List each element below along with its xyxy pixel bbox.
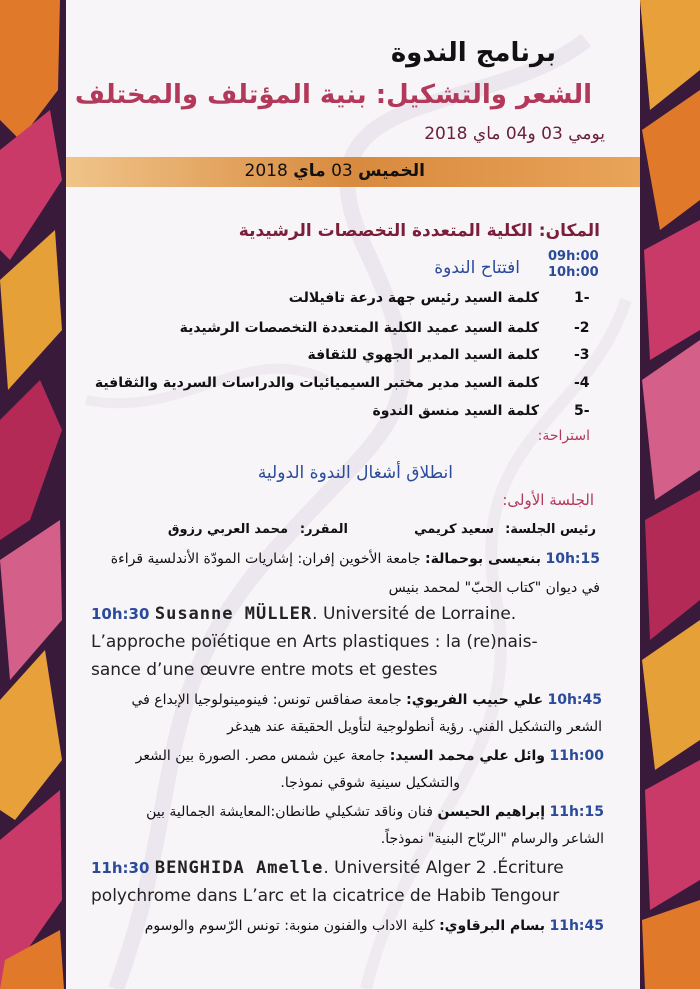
talk-time: 10h:15 <box>545 551 600 567</box>
talk-line: الشعر والتشكيل الفني. رؤية أنطولوجية لتأويل الحقيقة عند هيدغر <box>227 719 602 735</box>
opening-item-text: كلمة السيد عميد الكلية المتعددة التخصصات الرشيدية <box>179 320 539 336</box>
opening-item-number: 1- <box>574 290 590 306</box>
talk-speaker: Susanne MÜLLER <box>154 604 313 624</box>
opening-item-text: كلمة السيد المدير الجهوي للثقافة <box>307 347 539 363</box>
day-label: الخميس <box>358 161 425 181</box>
talk-speaker: إبراهيم الحيسن <box>437 804 546 820</box>
talk-speaker: بنعيسى بوحمالة: <box>425 551 542 567</box>
talk-time: 11h:00 <box>549 748 604 764</box>
conference-subtitle: الشعر والتشكيل: بنية المؤتلف والمختلف <box>74 80 592 110</box>
launch-title: انطلاق أشغال الندوة الدولية <box>257 463 453 483</box>
conference-dates: يومي 03 و04 ماي 2018 <box>424 124 605 144</box>
reporter-label: المقرر: <box>299 522 348 537</box>
talk-time: 11h:30 <box>91 859 150 877</box>
opening-item-number: -4 <box>574 375 590 391</box>
opening-time-start: 09h:00 <box>548 249 599 264</box>
opening-item-number: -3 <box>574 347 590 363</box>
talk-line: L’approche poïétique en Arts plastiques : la (re)nais- <box>91 632 538 652</box>
talk-line: والتشكيل سينية شوقي نموذجا. <box>280 775 460 791</box>
talk-line: في ديوان "كتاب الحبّ" لمحمد بنيس <box>388 580 600 596</box>
talk-text: جامعة صفاقس تونس: فينومينولوجيا الإبداع في <box>131 692 402 708</box>
session-title: الجلسة الأولى: <box>502 491 594 509</box>
talk-line <box>145 918 604 934</box>
talk-time: 11h:45 <box>549 918 604 934</box>
talk-line <box>146 804 604 820</box>
talk-text: كلية الاداب والفنون منوبة: تونس الرّسوم والوسوم <box>144 918 435 934</box>
talk-time: 10h:45 <box>547 692 602 708</box>
talk-speaker: BENGHIDA Amelle <box>154 858 324 878</box>
opening-time-end: 10h:00 <box>548 265 599 280</box>
opening-item-text: كلمة السيد مدير مختبر السيميائيات والدراسات السردية والثقافية <box>94 375 539 391</box>
break-label: استراحة: <box>537 428 590 444</box>
talk-text: . Université de Lorraine. <box>312 604 517 624</box>
talk-line <box>132 692 603 708</box>
day-year: 2018 <box>244 161 288 181</box>
talk-text: جامعة عين شمس مصر. الصورة بين الشعر <box>135 748 386 764</box>
page-title: برنامج الندوة <box>390 38 556 68</box>
talk-text: . Université Alger 2 .Écriture <box>323 858 564 878</box>
talk-line: sance d’une œuvre entre mots et gestes <box>91 660 438 680</box>
opening-item-text: كلمة السيد رئيس جهة درعة تافيلالت <box>288 290 539 306</box>
talk-line: polychrome dans L’arc et la cicatrice de Habib Tengour <box>91 886 560 906</box>
talk-line: الشاعر والرسام "الريّاح البنية" نموذجاً. <box>380 831 604 847</box>
opening-item-text: كلمة السيد منسق الندوة <box>372 403 539 419</box>
talk-speaker: علي حبيب الفريوي: <box>406 692 544 708</box>
day-header <box>245 161 425 181</box>
talk-time: 11h:15 <box>549 804 604 820</box>
talk-line <box>91 858 564 878</box>
chair-name: سعيد كريمي <box>414 522 494 537</box>
day-number: 03 <box>331 161 353 181</box>
talk-time: 10h:30 <box>91 605 150 623</box>
talk-speaker: وائل علي محمد السيد: <box>389 748 546 764</box>
opening-title: افتتاح الندوة <box>434 258 520 278</box>
venue: المكان: الكلية المتعددة التخصصات الرشيدية <box>238 221 600 241</box>
opening-item-number: -2 <box>574 320 590 336</box>
reporter-name: محمد العربي رزوق <box>167 522 288 537</box>
talk-text: فنان وناقد تشكيلي طانطان:المعايشة الجمالية بين <box>146 804 434 820</box>
talk-line <box>111 551 600 567</box>
talk-line <box>136 748 604 764</box>
talk-line <box>91 604 516 624</box>
talk-speaker: بسام البرقاوي: <box>439 918 546 934</box>
day-month: ماي <box>293 161 326 181</box>
chair-label: رئيس الجلسة: <box>505 522 596 537</box>
talk-text: جامعة الأخوين إفران: إشاريات المودّة الأندلسية قراءة <box>110 551 421 567</box>
opening-item-number: 5- <box>574 403 590 419</box>
